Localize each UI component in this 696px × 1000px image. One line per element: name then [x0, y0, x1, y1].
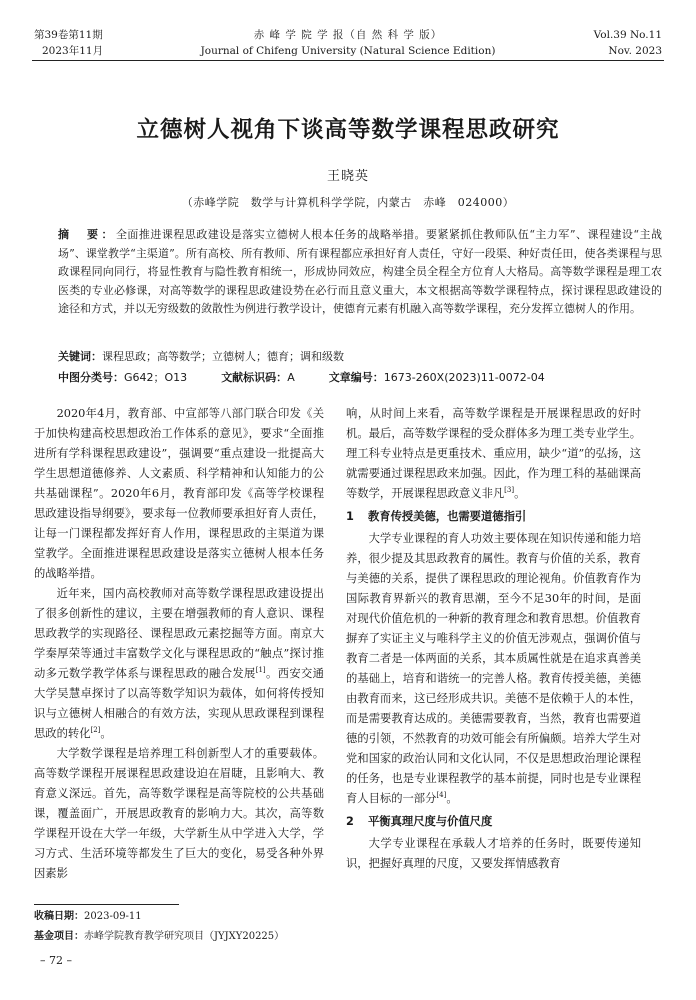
classification-line: [58, 370, 662, 386]
citation-ref: [1]: [255, 666, 266, 675]
footnote-fund: 基金项目：赤峰学院教育教学研究项目（JYJXY20225）: [34, 931, 285, 942]
keywords: [58, 349, 662, 365]
article-number-value: 1673-260X(2023)11-0072-04: [383, 371, 545, 384]
body-paragraph: 近年来，国内高校教师对高等数学课程思政建设提出了很多创新性的建议，主要在增强教师的育人意识、课程思政教学的实现路径、课程思政元素挖掘等方面。南京大学秦厚荣等通过丰富数学文化与课程思政的“触点”探讨推动多元数学教学体系与课程思政的融合发展[1]。西安交通大学吴慧卓探讨了以高等数学知识为载体，如何将传授知识与立德树人相融合的有效方法，实现从思政课程到课程思政的转化[2]。: [34, 587, 324, 740]
article-affiliation: （赤峰学院 数学与计算机科学学院，内蒙古 赤峰 024000）: [181, 196, 515, 209]
article-title: 立德树人视角下谈高等数学课程思政研究: [136, 117, 560, 143]
abstract: [58, 226, 662, 319]
body-paragraph: 大学专业课程的育人功效主要体现在知识传递和能力培养，很少提及其思政教育的属性。教育与价值的关系，教育与美德的关系，提供了课程思政的理论视角。价值教育作为国际教育界新兴的教育思潮，至今不足30年的时间，是面对现代价值危机的一种新的教育理念和教育思想。价值教育摒弃了实证主义与唯科学主义的价值无涉观点，强调价值与教育二者是一体两面的关系，其本质属性就是在追求真善美的基础上，培育和谐统一的完善人格。教育传授美德，美德由教育而来，这已经形成共识。美德不是依赖于人的本性，而是需要教育达成的。美德需要教育，当然，教育也需要道德的引领，不然教育的功效可能会有所偏颇。培养大学生对党和国家的政治认同和文化认同，不仅是思想政治理论课程的任务，也是专业课程教学的基本前提，同时也是专业课程育人目标的一部分[4]。: [346, 532, 641, 805]
header-journal-en: Journal of Chifeng University (Natural Science Edition): [200, 45, 496, 57]
section-heading-2: 2 平衡真理尺度与价值尺度: [346, 815, 493, 828]
footnote-received: 收稿日期：2023-09-11: [34, 911, 142, 922]
citation-ref: [2]: [90, 726, 101, 735]
abstract-label: 摘 要：: [58, 228, 116, 241]
article-number-label: 文章编号：: [328, 371, 384, 384]
header-vol-en: Vol.39 No.11: [593, 29, 662, 41]
keywords-text: 课程思政；高等数学；立德树人；德育；调和级数: [102, 350, 344, 363]
header-rule: [32, 60, 664, 61]
body-paragraph: 大学数学课程是培养理工科创新型人才的重要载体。高等数学课程开展课程思政建设迫在眉睫，且影响大、教育意义深远。首先，高等数学课程是高等院校的公共基础课，覆盖面广，开展思政教育的影响力大。其次，高等数学课程开设在大学一年级，大学新生从中学进入大学，学习方式、生活环境等都发生了巨大的变化，易受各种外界因素影: [34, 747, 324, 880]
header-date: 2023年11月: [42, 45, 104, 57]
body-right-column: [346, 404, 641, 874]
citation-ref: [3]: [504, 486, 515, 495]
abstract-text: 全面推进课程思政建设是落实立德树人根本任务的战略举措。要紧紧抓住教师队伍“主力军”、课程建设“主战场”、课堂教学“主渠道”。所有高校、所有教师、所有课程都应承担好育人责任，守好一段渠、种好责任田，使各类课程与思政课程同向同行，将显性教育与隐性教育相统一，形成协同效应，构建全员全程全方位育人大格局。高等数学课程是理工农医类的专业必修课，对高等数学的课程思政建设势在必行而且意义重大，本文根据高等数学课程特点，探讨课程思政建设的途径和方式，并以无穷级数的敛散性为例进行教学设计，使德育元素有机融入高等数学课程，充分发挥立德树人的作用。: [58, 228, 662, 315]
header-date-en: Nov. 2023: [608, 45, 662, 57]
clc-value: G642；O13: [124, 371, 188, 384]
doc-code-label: 文献标识码：: [221, 371, 288, 384]
page-number: – 72 –: [40, 954, 72, 967]
header-volume-issue: 第39卷第11期: [34, 29, 103, 41]
clc-label: 中图分类号：: [58, 371, 124, 384]
citation-ref: [4]: [436, 791, 447, 800]
body-paragraph: 大学专业课程在承载人才培养的任务时，既要传递知识，把握好真理的尺度，又要发挥情感教育: [346, 837, 641, 870]
header-journal-cn: 赤 峰 学 院 学 报（自 然 科 学 版）: [253, 29, 443, 41]
keywords-label: 关键词：: [58, 350, 102, 363]
footnote-rule: [34, 904, 179, 905]
article-author: 王晓英: [326, 169, 369, 184]
doc-code-value: A: [287, 371, 295, 384]
section-heading-1: 1 教育传授美德，也需要道德指引: [346, 510, 527, 523]
body-paragraph: 2020年4月，教育部、中宣部等八部门联合印发《关于加快构建高校思想政治工作体系的意见》，要求“全面推进所有学科课程思政建设”，强调要“重点建设一批提高大学生思想道德修养、人文素质、科学精神和认知能力的公共基础课程”。2020年6月，教育部印发《高等学校课程思政建设指导纲要》，要求每一位教师要承担好育人责任，让每一门课程都发挥好育人作用，课程思政的主渠道为课堂教学。全面推进课程思政建设是落实立德树人根本任务的战略举措。: [34, 407, 324, 580]
body-paragraph: 响，从时间上来看，高等数学课程是开展课程思政的好时机。最后，高等数学课程的受众群体多为理工类专业学生。理工科专业特点是更重技术、重应用，缺少“道”的弘扬，这就需要通过课程思政来加强。因此，作为理工科的基础课高等数学，开展课程思政意义非凡[3]。: [346, 407, 641, 500]
body-left-column: [34, 404, 324, 884]
